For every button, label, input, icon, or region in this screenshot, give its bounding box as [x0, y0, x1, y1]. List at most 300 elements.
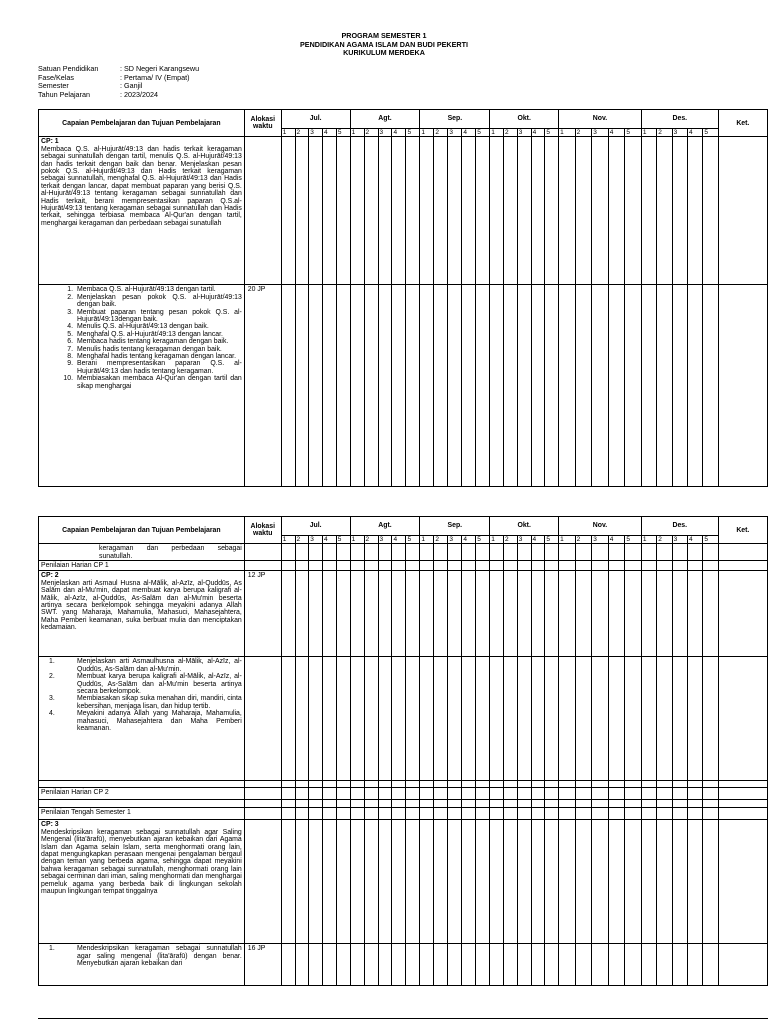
schedule-cell: [559, 944, 576, 986]
schedule-cell: [448, 571, 462, 657]
identity-value: : 2023/2024: [120, 89, 158, 99]
schedule-cell: [350, 944, 364, 986]
schedule-cell: [575, 781, 592, 788]
schedule-cell: [434, 800, 448, 808]
schedule-cell: [462, 137, 476, 285]
schedule-cell: [592, 944, 609, 986]
schedule-cell: [531, 657, 545, 781]
schedule-cell: [490, 944, 504, 986]
schedule-cell: [641, 808, 656, 820]
schedule-cell: [608, 137, 625, 285]
ket-cell: [718, 808, 767, 820]
header-week: 2: [295, 129, 309, 137]
header-week: 1: [420, 536, 434, 544]
cp1-text: Membaca Q.S. al-Hujurāt/49:13 dan hadis terkait keragaman sebagai sunnatullah dengan tartil, menulis Q.S. al-Hujurāt/49:13 dan hadis terkait dengan baik dan benar. Menjelaskan pesan pokok Q.S. al-Hujurāt/49:13 dan Hadis terkait keragaman sebagai sunnatullah, menghafal Q.S. al-Hujurāt/49:13 dan Hadis terkait dengan lancar, dapat membuat paparan yang berisi Q.S. al-Hujurāt/49:13 tentang keragaman sebagai sunnatullah dan Hadis terkait, berani mempresentasikan paparan Q.S.al-Hujurāt/49:13 tentang keragaman sebagai sunnatullah dan Hadis terkait, sehingga terbiasa membaca Al-Qur'an dengan tartil, menghargai keragaman dan perbedaan sebagai sunatullah: [41, 145, 242, 227]
schedule-cell: [420, 544, 434, 561]
schedule-cell: [687, 561, 702, 571]
schedule-cell: [281, 137, 295, 285]
tp-text: Membaca hadis tentang keragaman dengan baik.: [77, 338, 229, 346]
schedule-cell: [295, 544, 309, 561]
schedule-cell: [608, 561, 625, 571]
spacer-row: [39, 800, 768, 808]
schedule-cell: [625, 800, 642, 808]
penilaian-cp2: Penilaian Harian CP 2: [39, 788, 245, 800]
program-table-page-2: [38, 516, 768, 986]
schedule-cell: [672, 544, 687, 561]
cp3-heading: CP: 3: [41, 821, 59, 829]
schedule-cell: [531, 800, 545, 808]
schedule-cell: [350, 544, 364, 561]
schedule-cell: [392, 808, 406, 820]
schedule-cell: [625, 561, 642, 571]
schedule-cell: [462, 820, 476, 944]
tp-number: 9.: [67, 360, 73, 368]
cp3-alokasi: 16 JP: [244, 944, 281, 986]
schedule-cell: [448, 561, 462, 571]
identity-value: : SD Negeri Karangsewu: [120, 64, 200, 73]
schedule-cell: [476, 657, 490, 781]
schedule-cell: [392, 788, 406, 800]
schedule-cell: [575, 808, 592, 820]
schedule-cell: [517, 944, 531, 986]
schedule-cell: [608, 781, 625, 788]
schedule-cell: [575, 944, 592, 986]
schedule-cell: [490, 561, 504, 571]
schedule-cell: [657, 544, 672, 561]
header-week: 1: [490, 129, 504, 137]
tp-item: [67, 330, 242, 338]
schedule-cell: [309, 285, 323, 487]
schedule-cell: [336, 137, 350, 285]
schedule-cell: [309, 571, 323, 657]
ket-cell: [718, 781, 767, 788]
schedule-cell: [641, 788, 656, 800]
schedule-cell: [336, 657, 350, 781]
schedule-cell: [625, 944, 642, 986]
schedule-cell: [545, 561, 559, 571]
pts-row: [39, 808, 768, 820]
schedule-cell: [625, 781, 642, 788]
header-week: 2: [364, 129, 378, 137]
schedule-cell: [406, 137, 420, 285]
schedule-cell: [517, 788, 531, 800]
schedule-cell: [434, 544, 448, 561]
header-month: Agt.: [350, 110, 420, 129]
ket-cell: [718, 544, 767, 561]
schedule-cell: [703, 781, 718, 788]
schedule-cell: [392, 781, 406, 788]
title-line-3: KURIKULUM MERDEKA: [343, 48, 425, 58]
schedule-cell: [672, 781, 687, 788]
header-week: 2: [575, 536, 592, 544]
schedule-cell: [517, 820, 531, 944]
schedule-cell: [336, 544, 350, 561]
schedule-cell: [703, 285, 718, 487]
schedule-cell: [703, 788, 718, 800]
schedule-cell: [531, 788, 545, 800]
schedule-cell: [517, 808, 531, 820]
schedule-cell: [687, 800, 702, 808]
schedule-cell: [420, 820, 434, 944]
schedule-cell: [575, 544, 592, 561]
schedule-cell: [559, 571, 576, 657]
schedule-cell: [323, 944, 337, 986]
schedule-cell: [476, 781, 490, 788]
schedule-cell: [295, 820, 309, 944]
schedule-cell: [364, 820, 378, 944]
header-week: 1: [490, 536, 504, 544]
schedule-cell: [434, 137, 448, 285]
tp-text: Menjelaskan pesan pokok Q.S. al-Hujurāt/49:13 dengan baik.: [77, 293, 242, 309]
header-week: 1: [420, 129, 434, 137]
schedule-cell: [531, 571, 545, 657]
schedule-cell: [281, 800, 295, 808]
schedule-cell: [295, 800, 309, 808]
schedule-cell: [462, 808, 476, 820]
header-week: 3: [309, 536, 323, 544]
schedule-cell: [592, 285, 609, 487]
schedule-cell: [406, 781, 420, 788]
schedule-cell: [364, 561, 378, 571]
schedule-cell: [336, 800, 350, 808]
header-week: 3: [672, 536, 687, 544]
schedule-cell: [504, 944, 518, 986]
header-week: 5: [703, 536, 718, 544]
schedule-cell: [350, 571, 364, 657]
schedule-cell: [406, 544, 420, 561]
schedule-cell: [703, 137, 718, 285]
schedule-cell: [364, 657, 378, 781]
cp3-text: Mendeskripsikan keragaman sebagai sunnatullah agar Saling Mengenal (lita'ārafū), menyebutkan ajaran kebaikan dari Agama Islam dan Agama selain Islam, serta menghormati orang lain, dapat mengungkapkan perasaan mengenai pengalaman bergaul dengan teman yang berbeda agama, sehingga dapat meyakini bahwa keragaman sebagai sunnatullah, menghormati orang lain sebagai cerminan dari iman, saling menghormati dan menghargai pemeluk agama yang berbeda baik di lingkungan sekolah maupun lingkungan tempat tinggalnya: [41, 828, 242, 896]
schedule-cell: [625, 657, 642, 781]
schedule-cell: [672, 820, 687, 944]
header-row: [39, 517, 768, 536]
schedule-cell: [641, 820, 656, 944]
schedule-cell: [687, 571, 702, 657]
header-week: 5: [336, 536, 350, 544]
schedule-cell: [378, 137, 392, 285]
tp-text: Membuat paparan tentang pesan pokok Q.S. al-Hujurāt/49:13dengan baik.: [77, 308, 242, 324]
schedule-cell: [517, 800, 531, 808]
schedule-cell: [657, 808, 672, 820]
header-week: 2: [364, 536, 378, 544]
schedule-cell: [434, 808, 448, 820]
schedule-cell: [323, 781, 337, 788]
header-ket: Ket.: [718, 110, 767, 137]
header-week: 3: [517, 129, 531, 137]
schedule-cell: [392, 571, 406, 657]
ket-cell: [718, 657, 767, 781]
schedule-cell: [687, 544, 702, 561]
cp2-tp-list: [39, 657, 245, 781]
schedule-cell: [420, 137, 434, 285]
schedule-cell: [608, 285, 625, 487]
header-month: Agt.: [350, 517, 420, 536]
schedule-cell: [434, 561, 448, 571]
schedule-cell: [490, 820, 504, 944]
schedule-cell: [672, 944, 687, 986]
tp-number: 1.: [49, 658, 55, 666]
schedule-cell: [309, 781, 323, 788]
header-ket: Ket.: [718, 517, 767, 544]
schedule-cell: [672, 561, 687, 571]
cp1-tp-continued-row: [39, 544, 768, 561]
schedule-cell: [559, 137, 576, 285]
tp-item: [67, 353, 242, 361]
schedule-cell: [392, 657, 406, 781]
tp-number: 7.: [67, 345, 73, 353]
schedule-cell: [641, 944, 656, 986]
schedule-cell: [672, 808, 687, 820]
identity-label: Satuan Pendidikan: [38, 64, 99, 73]
cp2-row: [39, 571, 768, 657]
alokasi-empty: [244, 788, 281, 800]
schedule-cell: [657, 820, 672, 944]
schedule-cell: [625, 285, 642, 487]
schedule-cell: [504, 808, 518, 820]
schedule-cell: [531, 544, 545, 561]
schedule-cell: [420, 800, 434, 808]
schedule-cell: [350, 788, 364, 800]
schedule-cell: [406, 944, 420, 986]
identity-row: [38, 91, 199, 100]
cp1-alokasi: 20 JP: [244, 285, 281, 487]
schedule-cell: [672, 137, 687, 285]
schedule-cell: [687, 285, 702, 487]
schedule-cell: [641, 544, 656, 561]
tp-text: Membaca Q.S. al-Hujurāt/49:13 dengan tartil.: [77, 286, 216, 294]
schedule-cell: [687, 808, 702, 820]
title-line-2: PENDIDIKAN AGAMA ISLAM DAN BUDI PEKERTI: [300, 39, 468, 49]
schedule-cell: [420, 561, 434, 571]
header-week: 4: [323, 536, 337, 544]
schedule-cell: [336, 820, 350, 944]
schedule-cell: [364, 781, 378, 788]
schedule-cell: [687, 788, 702, 800]
schedule-cell: [323, 788, 337, 800]
schedule-cell: [448, 800, 462, 808]
header-month: Des.: [641, 110, 718, 129]
schedule-cell: [575, 137, 592, 285]
tp-item: [49, 710, 242, 733]
schedule-cell: [592, 544, 609, 561]
schedule-cell: [490, 800, 504, 808]
schedule-cell: [350, 657, 364, 781]
schedule-cell: [641, 781, 656, 788]
tp-item: [49, 695, 242, 710]
tp-number: 1.: [67, 286, 73, 294]
ket-cell: [718, 944, 767, 986]
tp-list: [41, 658, 242, 732]
schedule-cell: [490, 788, 504, 800]
schedule-cell: [309, 657, 323, 781]
cp2-text: Menjelaskan arti Asmaul Husna al-Mālik, al-Azīz, al-Quddūs, As Salām dan al-Mu'min, dapat membuat karya berupa kaligrafi al-Mālik, al-Azīz, al-Quddūs, As-Salām dan al-Mu'min beserta artinya secara berkelompok sehingga meyakini adanya Allah SWT. yang Maharaja, Mahamulia, Mahasuci, Mahasejahtera, Maha Pemberi keamanan, suka berbuat mulia dan menciptakan kedamaian.: [41, 579, 242, 632]
schedule-cell: [378, 808, 392, 820]
cp3-tp-list: [39, 944, 245, 986]
schedule-cell: [364, 571, 378, 657]
schedule-cell: [504, 571, 518, 657]
header-week: 3: [517, 536, 531, 544]
schedule-cell: [625, 788, 642, 800]
tp-text: Meyakini adanya Allah yang Maharaja, Mahamulia, mahasuci, Mahasejahtera dan Maha Pemberi keamanan.: [77, 710, 242, 733]
schedule-cell: [504, 544, 518, 561]
schedule-cell: [476, 561, 490, 571]
schedule-cell: [295, 137, 309, 285]
schedule-cell: [531, 285, 545, 487]
schedule-cell: [476, 800, 490, 808]
tp-item: [67, 323, 242, 331]
thead: [39, 517, 768, 544]
schedule-cell: [641, 657, 656, 781]
schedule-cell: [364, 137, 378, 285]
schedule-cell: [406, 657, 420, 781]
schedule-cell: [625, 820, 642, 944]
schedule-cell: [448, 820, 462, 944]
ket-cell: [718, 561, 767, 571]
ket-cell: [718, 137, 767, 285]
header-month: Nov.: [559, 110, 642, 129]
schedule-cell: [281, 561, 295, 571]
header-week: 4: [608, 536, 625, 544]
header-week: 2: [575, 129, 592, 137]
tp-number: 4.: [67, 323, 73, 331]
ket-cell: [718, 820, 767, 944]
schedule-cell: [687, 944, 702, 986]
schedule-cell: [575, 788, 592, 800]
schedule-cell: [490, 657, 504, 781]
schedule-cell: [378, 571, 392, 657]
schedule-cell: [545, 285, 559, 487]
header-week: 3: [378, 536, 392, 544]
empty-cell: [39, 800, 245, 808]
schedule-cell: [323, 571, 337, 657]
schedule-cell: [476, 285, 490, 487]
title-line-1: PROGRAM SEMESTER 1: [341, 31, 427, 40]
schedule-cell: [625, 571, 642, 657]
header-week: 4: [687, 536, 702, 544]
header-month: Jul.: [281, 517, 350, 536]
schedule-cell: [504, 285, 518, 487]
schedule-cell: [448, 808, 462, 820]
schedule-cell: [504, 137, 518, 285]
schedule-cell: [336, 781, 350, 788]
schedule-cell: [608, 944, 625, 986]
schedule-cell: [531, 561, 545, 571]
identity-value: : Ganjil: [120, 81, 143, 91]
schedule-cell: [608, 657, 625, 781]
schedule-cell: [703, 808, 718, 820]
schedule-cell: [559, 285, 576, 487]
schedule-cell: [309, 808, 323, 820]
cp3-row: [39, 820, 768, 944]
schedule-cell: [336, 808, 350, 820]
tp-item: [49, 945, 242, 968]
tp-text: Membuat karya berupa kaligrafi al-Mālik, al-Azīz, al-Quddūs, As-Salām dan al-Mu'min beserta artinya secara berkelompok.: [77, 673, 242, 696]
ket-cell: [718, 800, 767, 808]
schedule-cell: [657, 571, 672, 657]
schedule-cell: [281, 781, 295, 788]
schedule-cell: [545, 808, 559, 820]
schedule-cell: [350, 781, 364, 788]
penilaian-cp2-row: [39, 788, 768, 800]
schedule-cell: [378, 561, 392, 571]
schedule-cell: [559, 788, 576, 800]
identity-block: [38, 65, 199, 99]
schedule-cell: [559, 800, 576, 808]
penilaian-cp1-row: [39, 561, 768, 571]
tp-item: [67, 308, 242, 324]
schedule-cell: [323, 657, 337, 781]
cp1-tp-row: [39, 285, 768, 487]
schedule-cell: [350, 820, 364, 944]
tp-number: 2.: [67, 293, 73, 301]
schedule-cell: [657, 657, 672, 781]
schedule-cell: [545, 800, 559, 808]
schedule-cell: [657, 800, 672, 808]
header-week: 1: [350, 536, 364, 544]
schedule-cell: [434, 781, 448, 788]
schedule-cell: [559, 820, 576, 944]
schedule-cell: [295, 561, 309, 571]
identity-label: Semester: [38, 81, 69, 91]
header-week: 3: [672, 129, 687, 137]
schedule-cell: [364, 285, 378, 487]
schedule-cell: [392, 285, 406, 487]
schedule-cell: [434, 944, 448, 986]
tp-text: Berani mempresentasikan paparan Q.S. al- Hujurāt/49:13 dan hadis tentang keragaman.: [77, 360, 242, 375]
schedule-cell: [703, 561, 718, 571]
schedule-cell: [517, 285, 531, 487]
header-week: 2: [295, 536, 309, 544]
schedule-cell: [687, 137, 702, 285]
header-week: 5: [703, 129, 718, 137]
schedule-cell: [434, 788, 448, 800]
schedule-cell: [295, 808, 309, 820]
schedule-cell: [490, 285, 504, 487]
schedule-cell: [434, 820, 448, 944]
header-week: 3: [448, 536, 462, 544]
schedule-cell: [545, 820, 559, 944]
schedule-cell: [350, 561, 364, 571]
schedule-cell: [545, 137, 559, 285]
schedule-cell: [672, 788, 687, 800]
tbody: [39, 137, 768, 487]
header-month: Okt.: [490, 517, 559, 536]
schedule-cell: [608, 808, 625, 820]
header-week: 3: [592, 129, 609, 137]
schedule-cell: [378, 820, 392, 944]
schedule-cell: [641, 561, 656, 571]
schedule-cell: [559, 544, 576, 561]
schedule-cell: [687, 820, 702, 944]
schedule-cell: [281, 944, 295, 986]
schedule-cell: [295, 285, 309, 487]
schedule-cell: [434, 571, 448, 657]
tp-number: 3.: [67, 308, 73, 316]
schedule-cell: [281, 544, 295, 561]
tp-list: [41, 945, 242, 967]
schedule-cell: [378, 285, 392, 487]
schedule-cell: [323, 561, 337, 571]
tp-item: [67, 338, 242, 346]
header-week: 5: [476, 129, 490, 137]
schedule-cell: [657, 561, 672, 571]
schedule-cell: [448, 285, 462, 487]
schedule-cell: [281, 788, 295, 800]
cp1-tp-list: [39, 285, 245, 487]
header-week: 5: [476, 536, 490, 544]
schedule-cell: [625, 544, 642, 561]
